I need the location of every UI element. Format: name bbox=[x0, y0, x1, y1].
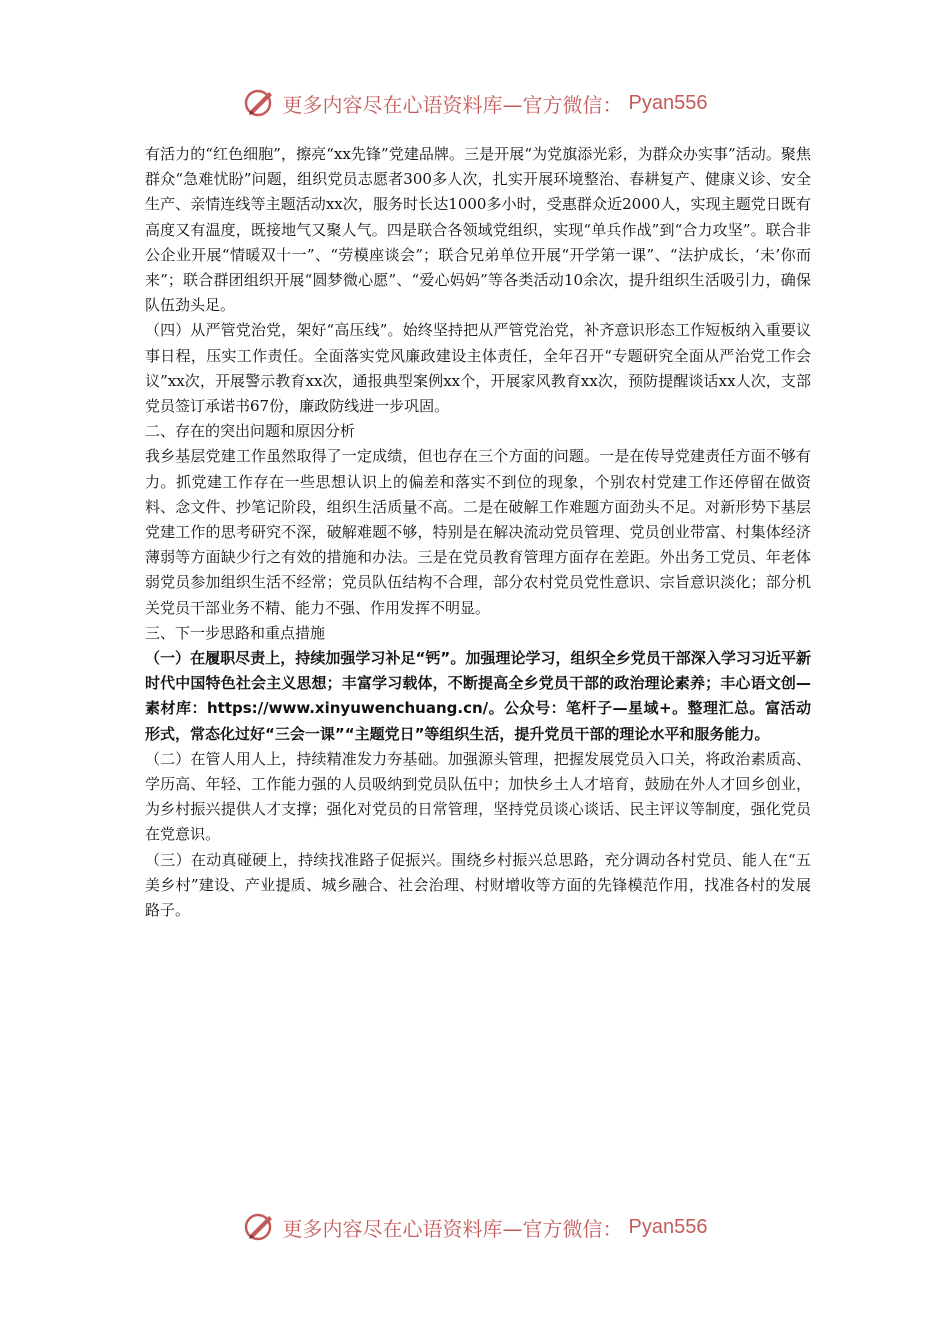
watermark-header bbox=[0, 86, 950, 120]
pen-logo-icon bbox=[243, 1210, 277, 1244]
watermark-wechat-id: Pyan556 bbox=[628, 91, 708, 114]
paragraph: （二）在管人用人上，持续精准发力夯基础。加强源头管理，把握发展党员入口关，将政治素质高、学历高、年轻、工作能力强的人员吸纳到党员队伍中；加快乡土人才培育，鼓励在外人才回乡创业，为乡村振兴提供人才支撑；强化对党员的日常管理，坚持党员谈心谈话、民主评议等制度，强化党员在党意识。 bbox=[145, 749, 811, 844]
paragraph: 我乡基层党建工作虽然取得了一定成绩，但也存在三个方面的问题。一是在传导党建责任方面不够有力。抓党建工作存在一些思想认识上的偏差和落实不到位的现象，个别农村党建工作还停留在做资料、念文件、抄笔记阶段，组织生活质量不高。二是在破解工作难题方面劲头不足。对新形势下基层党建工作的思考研究不深，破解难题不够，特别是在解决流动党员管理、党员创业带富、村集体经济薄弱等方面缺少行之有效的措施和办法。三是在党员教育管理方面存在差距。外出务工党员、年老体弱党员参加组织生活不经常；党员队伍结构不合理，部分农村党员党性意识、宗旨意识淡化；部分机关党员干部业务不精、能力不强、作用发挥不明显。 bbox=[145, 447, 811, 617]
watermark-wechat-id: Pyan556 bbox=[628, 1215, 708, 1238]
section-heading: 二、存在的突出问题和原因分析 bbox=[145, 422, 356, 441]
watermark-footer bbox=[0, 1210, 950, 1244]
watermark-text: 更多内容尽在心语资料库—官方微信： bbox=[282, 1216, 623, 1241]
document-body bbox=[145, 142, 811, 923]
paragraph: （三）在动真碰硬上，持续找准路子促振兴。围绕乡村振兴总思路，充分调动各村党员、能人在“五美乡村”建设、产业提质、城乡融合、社会治理、村财增收等方面的先锋模范作用，找准各村的发展路子。 bbox=[145, 850, 811, 920]
watermark-text: 更多内容尽在心语资料库—官方微信： bbox=[282, 92, 623, 117]
pen-logo-icon bbox=[243, 86, 277, 120]
paragraph-bold: （一）在履职尽责上，持续加强学习补足“钙”。加强理论学习，组织全乡党员干部深入学习习近平新时代中国特色社会主义思想；丰富学习载体，不断提高全乡党员干部的政治理论素养；丰心语文创—素材库：https://www.xinyuwenchuang.cn/。公众号：笔杆子—星域+。整理汇总。富活动形式，常态化过好“三会一课”“主题党日”等组织生活，提升党员干部的理论水平和服务能力。 bbox=[145, 649, 811, 743]
section-heading: 三、下一步思路和重点措施 bbox=[145, 623, 326, 642]
paragraph: 有活力的“红色细胞”，擦亮“xx先锋”党建品牌。三是开展“为党旗添光彩，为群众办实事”活动。聚焦群众“急难忧盼”问题，组织党员志愿者300多人次，扎实开展环境整治、春耕复产、健康义诊、安全生产、亲情连线等主题活动xx次，服务时长达1000多小时，受惠群众近2000人，实现主题党日既有高度又有温度，既接地气又聚人气。四是联合各领域党组织，实现“单兵作战”到“合力攻坚”。联合非公企业开展“情暖双十一”、“劳模座谈会”；联合兄弟单位开展“开学第一课”、“法护成长，‘未’你而来”；联合群团组织开展“圆梦微心愿”、“爱心妈妈”等各类活动10余次，提升组织生活吸引力，确保队伍劲头足。 bbox=[145, 145, 811, 315]
paragraph: （四）从严管党治党，架好“高压线”。始终坚持把从严管党治党，补齐意识形态工作短板纳入重要议事日程，压实工作责任。全面落实党风廉政建设主体责任，全年召开“专题研究全面从严治党工作会议”xx次，开展警示教育xx次，通报典型案例xx个，开展家风教育xx次，预防提醒谈话xx人次，支部党员签订承诺书67份，廉政防线进一步巩固。 bbox=[145, 321, 811, 416]
